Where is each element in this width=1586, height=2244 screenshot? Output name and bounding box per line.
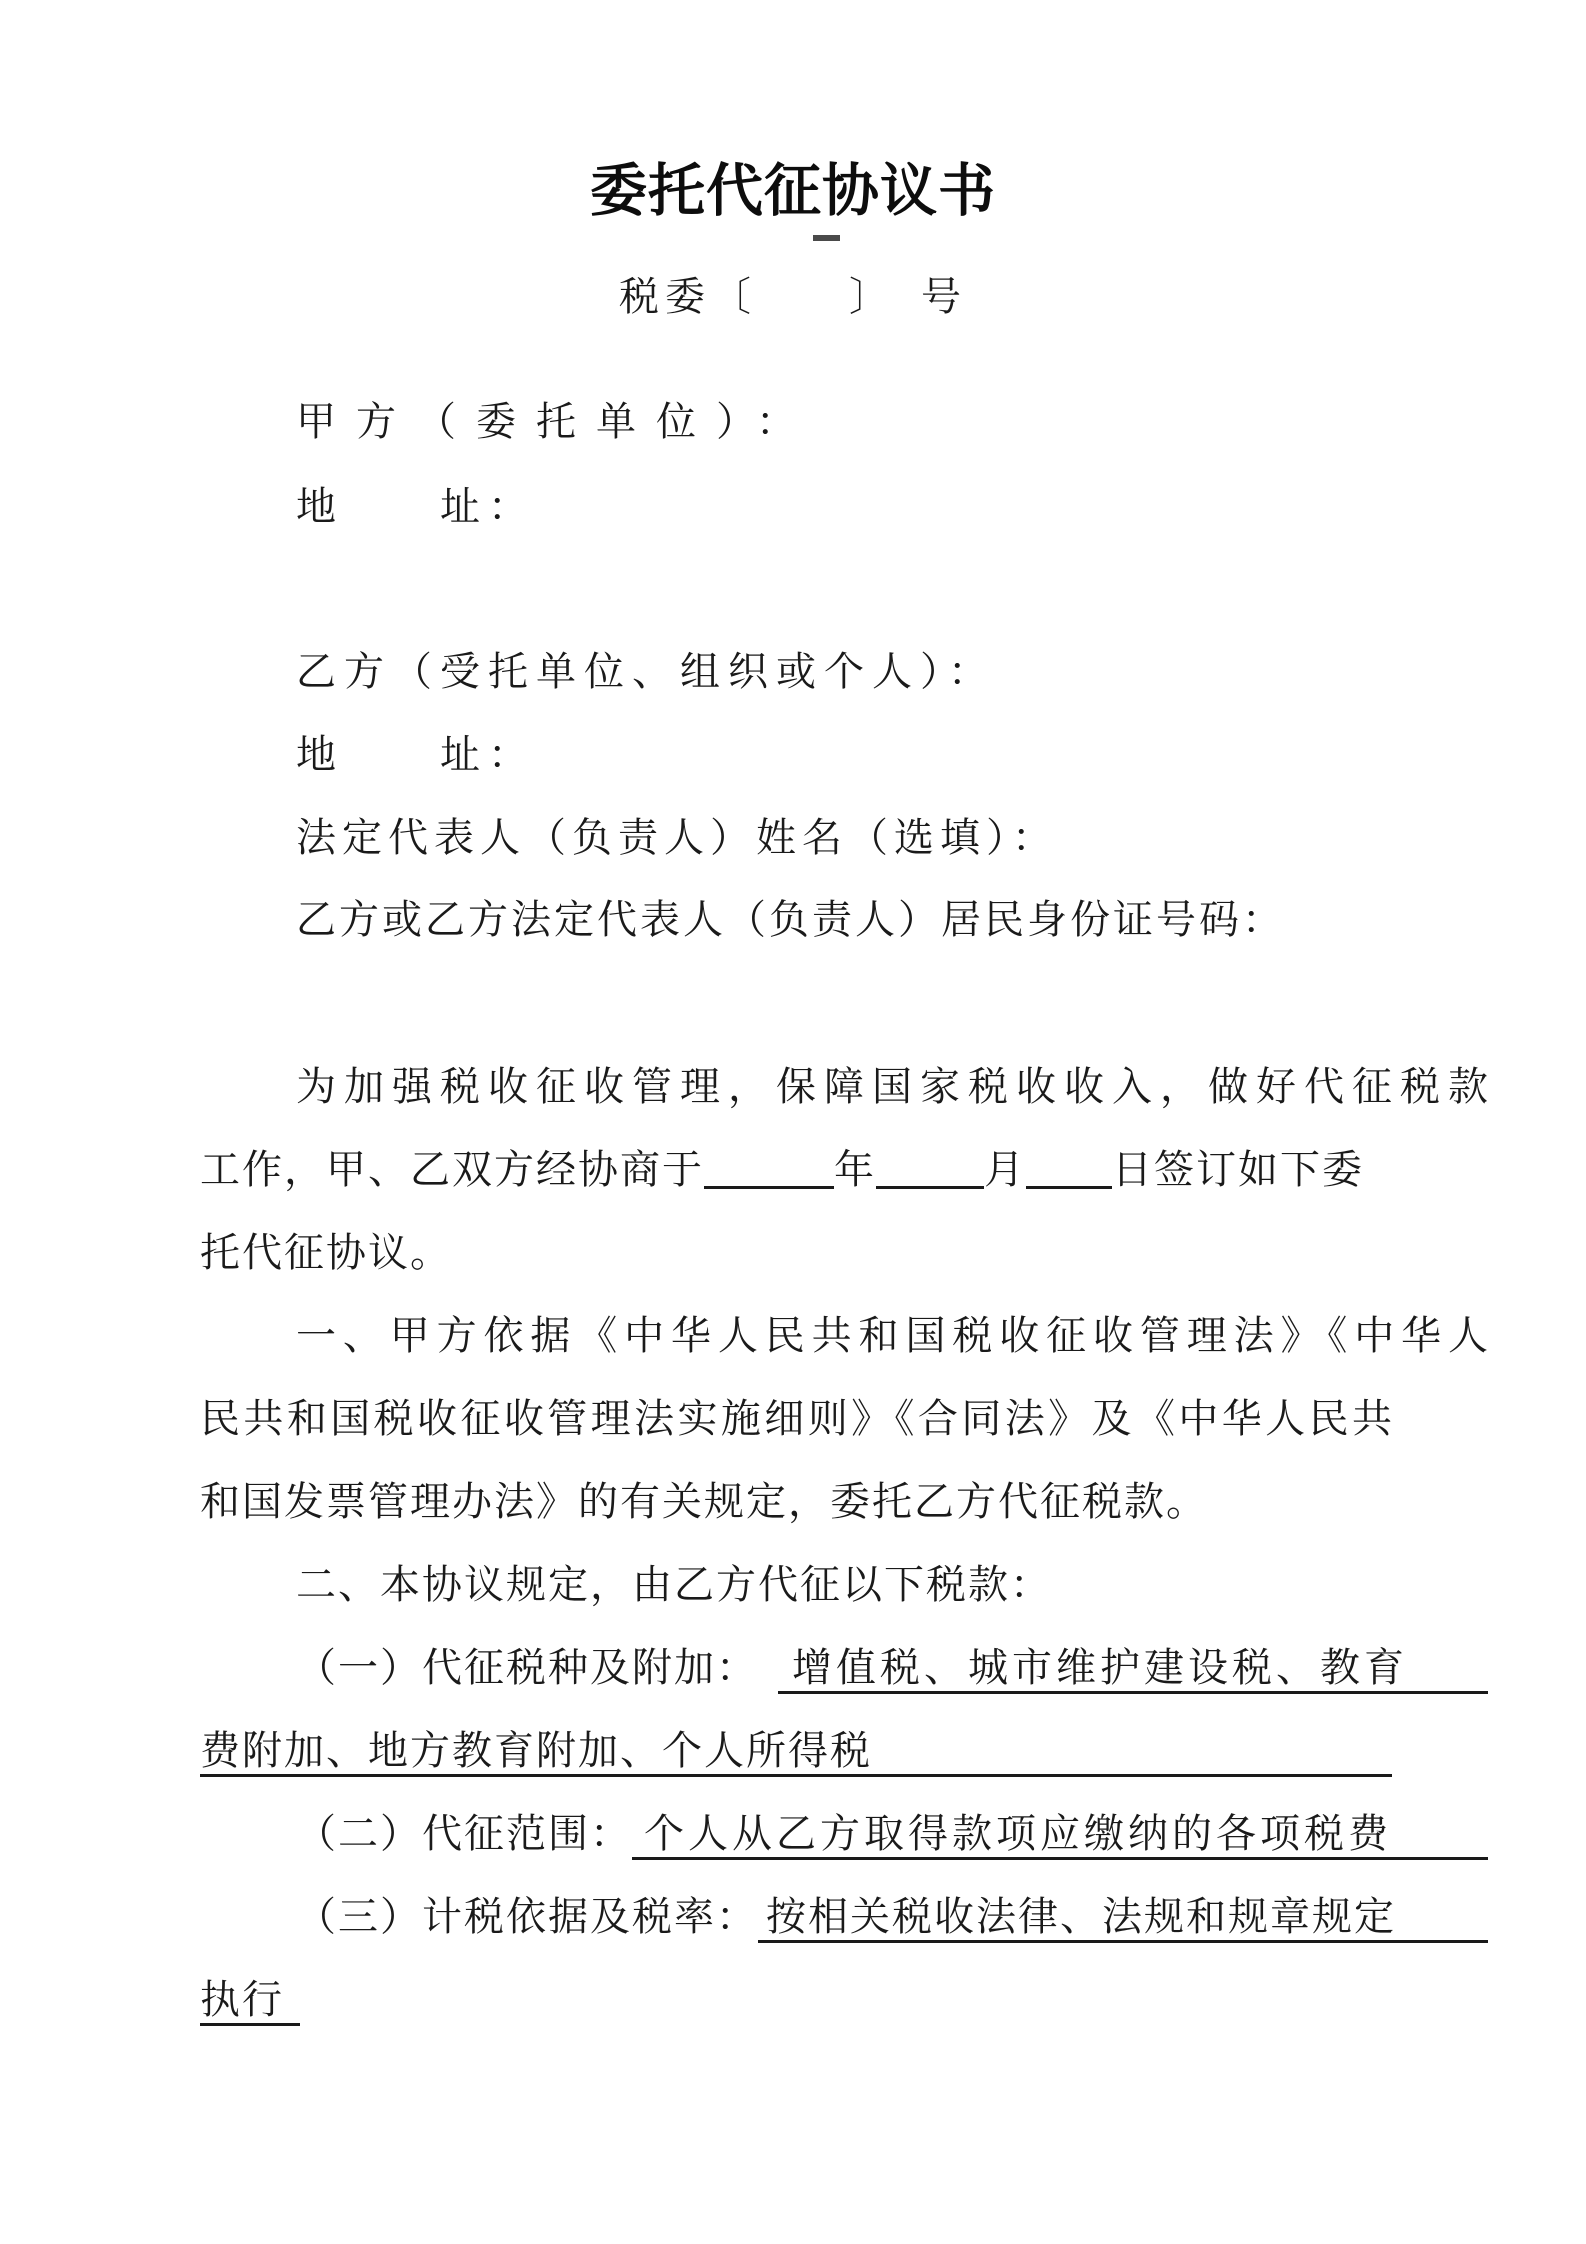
tax-basis-value: 按相关税收法律、法规和规章规定 [758,1891,1488,1943]
month-label: 月 [984,1147,1026,1192]
date-line-prefix: 工作，甲、乙双方经协商于 [200,1147,704,1192]
scan-artifact [813,235,840,241]
clause-one-line-1: 一、甲方依据《中华人民共和国税收征收管理法》《中华人 [296,1313,1488,1358]
tax-basis-line-2 [200,1974,1392,2026]
preamble-line-3: 托代征协议。 [200,1230,452,1275]
legal-rep-line: 法定代表人（负责人）姓名（选填）： [296,815,1058,860]
preamble-line-1: 为加强税收征收管理，保障国家税收收入，做好代征税款 [296,1064,1488,1109]
year-label: 年 [834,1147,876,1192]
date-line [200,1144,1392,1196]
party-a-name-line: 甲方（委托单位）： [296,399,816,444]
tax-types-value: 增值税、城市维护建设税、教育 [778,1642,1488,1694]
tax-types-line-2 [200,1725,1392,1777]
date-line-suffix: 日签订如下委 [1112,1147,1364,1192]
doc-title: 委托代征协议书 [590,159,996,223]
month-blank [876,1144,984,1189]
clause-one-line-2: 民共和国税收征收管理法实施细则》《合同法》及《中华人民共 [200,1396,1392,1441]
scope-label: （二）代征范围： [296,1811,632,1856]
clause-two-intro: 二、本协议规定，由乙方代征以下税款： [296,1562,1052,1607]
tax-basis-line [200,1891,1488,1943]
clause-one-line-3: 和国发票管理办法》的有关规定，委托乙方代征税款。 [200,1479,1208,1524]
tax-basis-value-2: 执行 [200,1974,300,2026]
year-blank [704,1144,834,1189]
scope-line [200,1808,1488,1860]
tax-types-label: （一）代征税种及附加： [296,1645,758,1690]
doc-number-line: 税委〔 〕 号 [619,274,967,319]
party-a-address-line: 地 址： [296,484,536,529]
scope-value: 个人从乙方取得款项应缴纳的各项税费 [632,1808,1488,1860]
id-number-line: 乙方或乙方法定代表人（负责人）居民身份证号码： [296,897,1285,942]
tax-types-underline-fill [872,1725,1392,1777]
tax-basis-label: （三）计税依据及税率： [296,1894,758,1939]
party-b-name-line: 乙方（受托单位、组织或个人）： [296,649,996,694]
day-blank [1026,1144,1112,1189]
party-b-address-line: 地 址： [296,732,536,777]
tax-types-value-2: 费附加、地方教育附加、个人所得税 [200,1725,872,1777]
tax-types-line [200,1642,1488,1694]
